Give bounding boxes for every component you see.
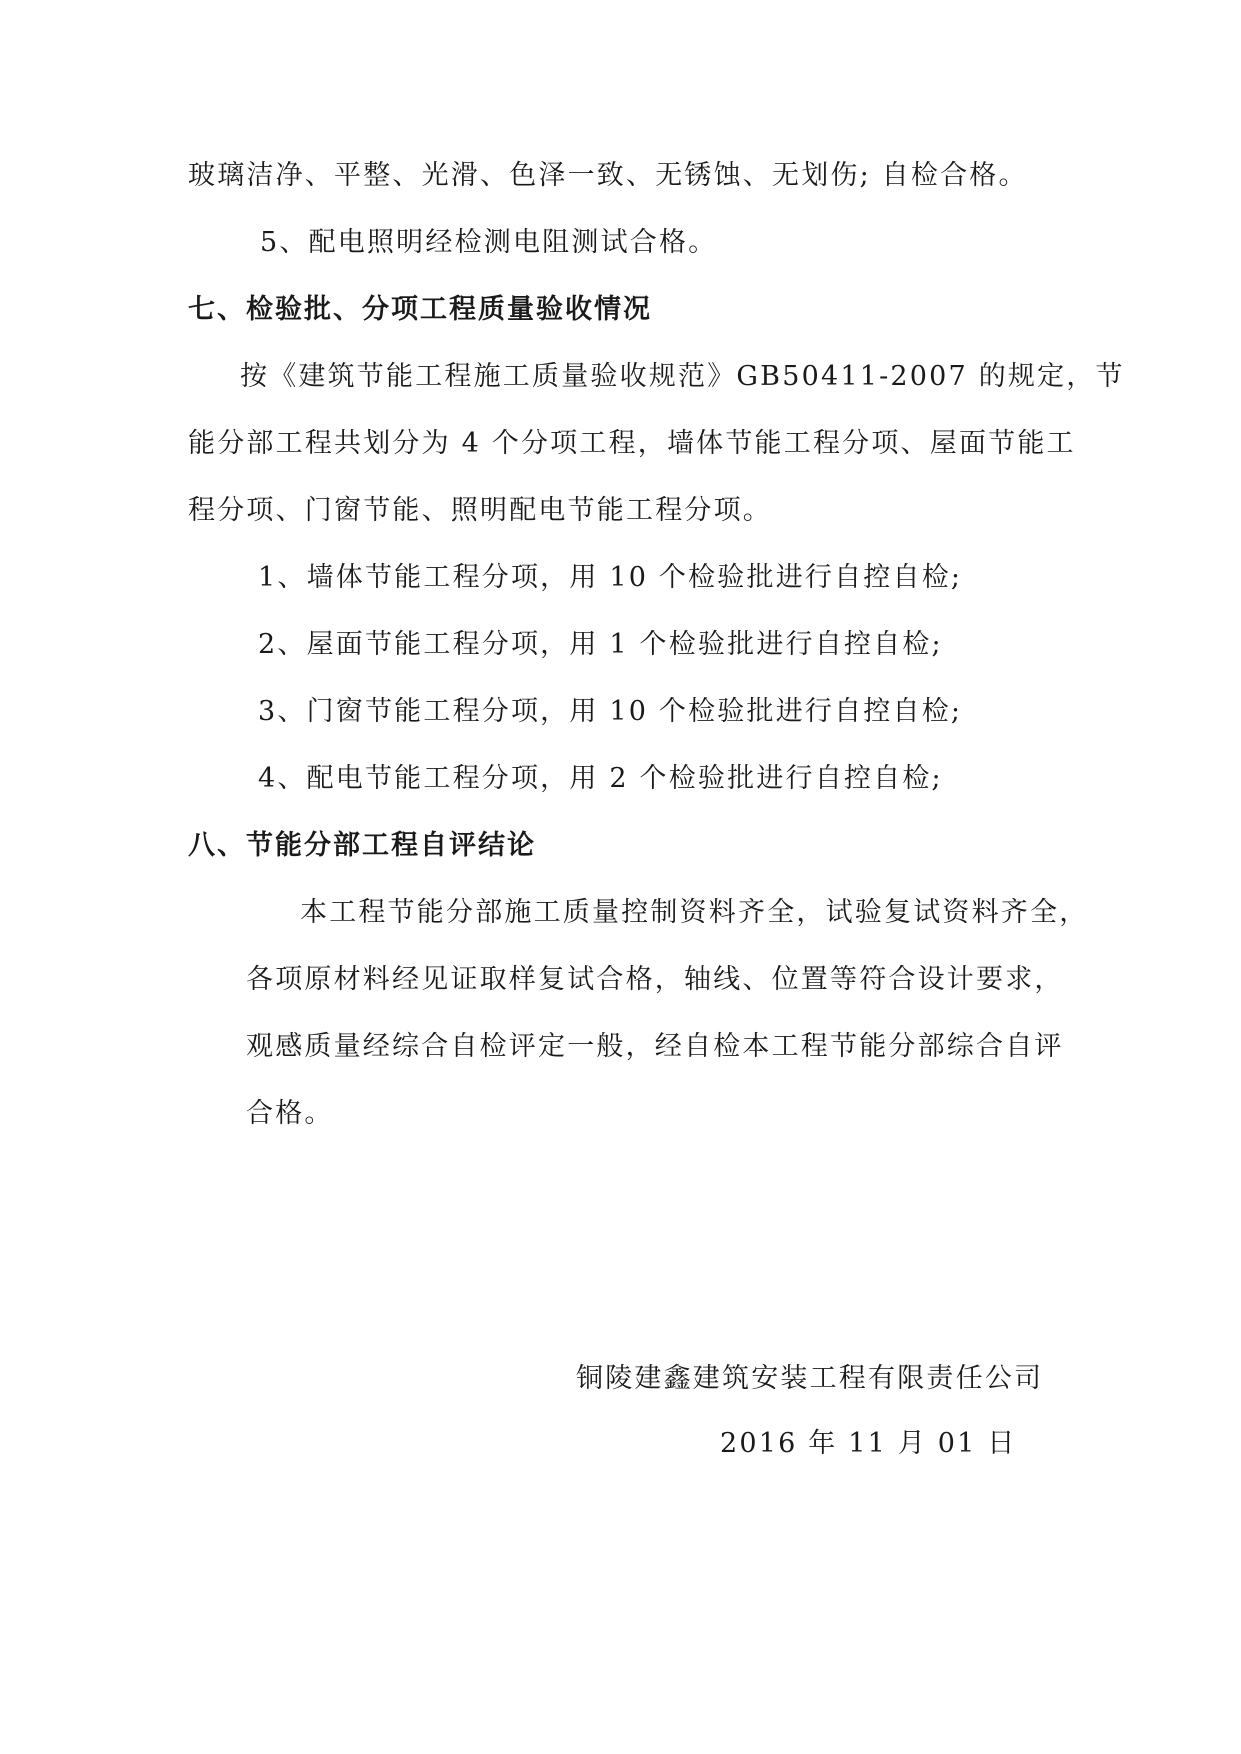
signature-company: 铜陵建鑫建筑安装工程有限责任公司 xyxy=(576,1363,1044,1394)
section-7-item-3: 3、门窗节能工程分项，用 10 个检验批进行自控自检; xyxy=(258,696,963,727)
section-8-paragraph-line-4: 合格。 xyxy=(246,1098,334,1129)
signature-date: 2016 年 11 月 01 日 xyxy=(720,1428,1017,1459)
list-item-5: 5、配电照明经检测电阻测试合格。 xyxy=(260,227,718,258)
section-7-item-2: 2、屋面节能工程分项，用 1 个检验批进行自控自检; xyxy=(258,629,943,660)
section-7-paragraph-line-3: 程分项、门窗节能、照明配电节能工程分项。 xyxy=(188,495,772,526)
section-7-item-1: 1、墙体节能工程分项，用 10 个检验批进行自控自检; xyxy=(258,562,963,593)
section-7-paragraph-line-2: 能分部工程共划分为 4 个分项工程，墙体节能工程分项、屋面节能工 xyxy=(188,428,1076,459)
section-8-paragraph-line-1: 本工程节能分部施工质量控制资料齐全，试验复试资料齐全， xyxy=(300,897,1089,928)
section-8-paragraph-line-3: 观感质量经综合自检评定一般，经自检本工程节能分部综合自评 xyxy=(246,1031,1064,1062)
section-8-paragraph-line-2: 各项原材料经见证取样复试合格，轴线、位置等符合设计要求， xyxy=(246,964,1064,995)
section-7-paragraph-line-1: 按《建筑节能工程施工质量验收规范》GB50411-2007 的规定，节 xyxy=(240,361,1125,392)
section-8-heading: 八、节能分部工程自评结论 xyxy=(188,830,536,861)
continued-paragraph: 玻璃洁净、平整、光滑、色泽一致、无锈蚀、无划伤; 自检合格。 xyxy=(188,160,1028,191)
section-7-heading: 七、检验批、分项工程质量验收情况 xyxy=(188,294,652,325)
section-7-item-4: 4、配电节能工程分项，用 2 个检验批进行自控自检; xyxy=(258,763,943,794)
